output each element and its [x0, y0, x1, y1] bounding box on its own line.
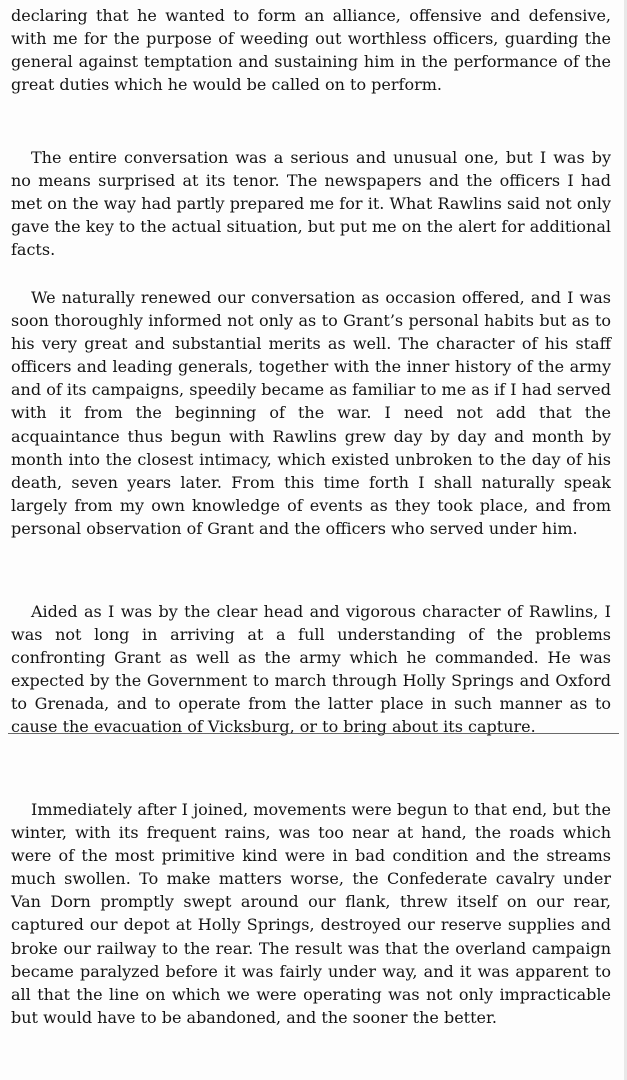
paragraph-1: declaring that he wanted to form an alliance, offensive and defensive, with me for the purpose of weeding out worthless officers, guarding the general against temptation and sustaining him in the performance of the great duties which he would be called on to perform.: [11, 6, 611, 95]
paragraph-3: We naturally renewed our conversation as occasion offered, and I was soon thoroughly informed not only as to Grant’s personal habits but as to his very great and substantial merits as well. The character of his staff officers and leading generals, together with the inner history of the army and of its campaigns, speedily became as familiar to me as if I had served with it from the beginning of the war. I need not add that the acquaintance thus begun with Rawlins grew day by day and month by month into the closest intimacy, which existed unbroken to the day of his death, seven years later. From this time forth I shall naturally speak largely from my own knowledge of events as they took place, and from personal observation of Grant and the officers who served under him.: [11, 288, 611, 538]
paragraph-4: Aided as I was by the clear head and vigorous character of Rawlins, I was not long in arriving at a full understanding of the problems confronting Grant as well as the army which he commanded. He was expected by the Government to march through Holly Springs and Oxford to Grenada, and to operate from the latter place in such manner as to cause the evacuation of Vicksburg, or to bring about its capture.: [11, 602, 611, 737]
paragraph-2: The entire conversation was a serious and unusual one, but I was by no means surprised at its tenor. The newspapers and the officers I had met on the way had partly prepared me for it. What Rawlins said not only gave the key to the actual situation, but put me on the alert for additional facts.: [11, 148, 611, 260]
scan-line-divider: [8, 733, 619, 734]
paragraph-5: Immediately after I joined, movements were begun to that end, but the winter, with its frequent rains, was too near at hand, the roads which were of the most primitive kind were in bad condition and the streams much swollen. To make matters worse, the Confederate cavalry under Van Dorn promptly swept around our flank, threw itself on our rear, captured our depot at Holly Springs, destroyed our reserve supplies and broke our railway to the rear. The result was that the overland campaign became paralyzed before it was fairly under way, and it was apparent to all that the line on which we were operating was not only impracticable but would have to be abandoned, and the sooner the better.: [11, 800, 611, 1027]
